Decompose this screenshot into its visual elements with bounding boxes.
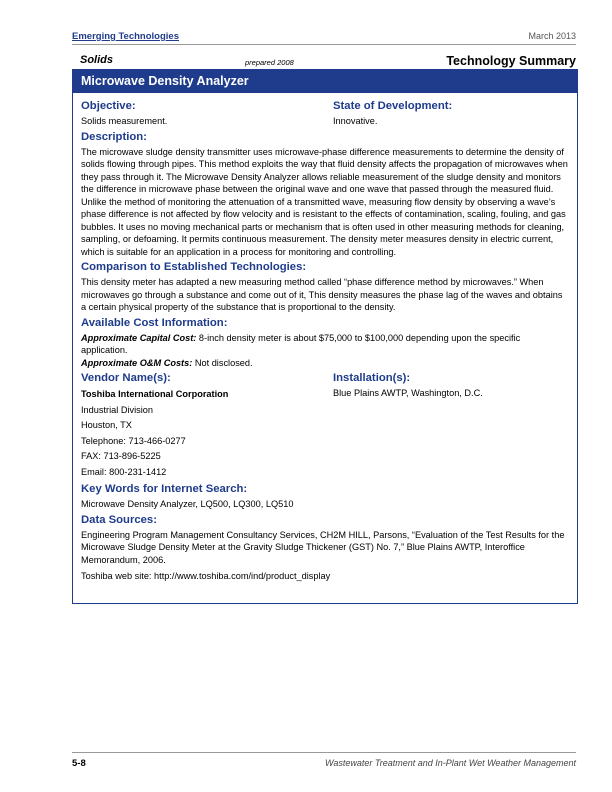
installation-heading: Installation(s): xyxy=(333,372,411,384)
technology-title: Microwave Density Analyzer xyxy=(73,70,577,93)
vendor-division: Industrial Division xyxy=(81,404,153,415)
keywords-heading: Key Words for Internet Search: xyxy=(81,483,248,495)
comparison-text: This density meter has adapted a new measuring method called “phase difference method by microwaves.” When microwaves go through a substance and come out of it, This density measures the phase lag of the waves and obtains a certain physical property of the substance that is proportional to the density. xyxy=(81,277,563,312)
header-date: March 2013 xyxy=(528,31,576,41)
header-section-title: Emerging Technologies xyxy=(72,31,179,42)
vendor-phone: Telephone: 713-466-0277 xyxy=(81,435,186,446)
category-label: Solids xyxy=(80,54,114,66)
installation-section xyxy=(333,369,569,480)
cost-heading: Available Cost Information: xyxy=(81,316,228,329)
footer-divider xyxy=(72,752,576,753)
vendor-installation-row xyxy=(81,369,569,480)
keywords-text: Microwave Density Analyzer, LQ500, LQ300, LQ510 xyxy=(81,499,294,509)
sources-heading: Data Sources: xyxy=(81,513,157,526)
vendor-city: Houston, TX xyxy=(81,420,132,430)
footer-title: Wastewater Treatment and In-Plant Wet Weather Management xyxy=(325,758,576,768)
om-cost-text: Not disclosed. xyxy=(192,357,253,368)
om-cost-label: Approximate O&M Costs: xyxy=(81,357,193,368)
objective-section xyxy=(81,97,333,128)
summary-box xyxy=(72,69,578,604)
comparison-heading: Comparison to Established Technologies: xyxy=(81,261,307,273)
description-heading: Description: xyxy=(81,130,147,143)
installation-text: Blue Plains AWTP, Washington, D.C. xyxy=(333,388,483,398)
vendor-heading: Vendor Name(s): xyxy=(81,372,171,384)
summary-label: Technology Summary xyxy=(446,54,576,68)
sources-text-2: Toshiba web site: http://www.toshiba.com/ind/product_display xyxy=(81,571,331,581)
capital-cost-text: 8-inch density meter is about $75,000 to $100,000 depending upon the specific application. xyxy=(81,332,521,355)
page-number: 5-8 xyxy=(72,758,86,769)
vendor-fax: FAX: 713-896-5225 xyxy=(81,451,161,461)
state-text: Innovative. xyxy=(333,116,378,126)
header-divider xyxy=(72,44,576,45)
vendor-section xyxy=(81,369,333,480)
objective-text: Solids measurement. xyxy=(81,116,168,126)
vendor-email: Email: 800-231-1412 xyxy=(81,466,167,477)
prepared-note: prepared 2008 xyxy=(245,58,294,67)
state-section xyxy=(333,97,569,128)
capital-cost-label: Approximate Capital Cost: xyxy=(81,332,197,343)
summary-content xyxy=(73,93,577,583)
sources-text-1: Engineering Program Management Consultancy Services, CH2M HILL, Parsons, “Evaluation of the Test Results for the Microwave Sludge Density Meter at the Gravity Sludge Thickener (GST) No. 7,” Blue Plains AWTP, Interoffice Memorandum, 2006. xyxy=(81,529,565,565)
capital-cost xyxy=(81,332,569,357)
vendor-company: Toshiba International Corporation xyxy=(81,389,229,399)
om-cost xyxy=(81,357,569,370)
state-heading: State of Development: xyxy=(333,100,453,112)
description-text: The microwave sludge density transmitter uses microwave-phase difference measurements to determine the density of solids flowing through pipes. This method exploits the way that fluid density affects the propagation of microwaves when they pass through it. The Microwave Density Analyzer allows reliable measurement of the sludge density and monitors the difference in microwave phase between the original wave and one wave that passed through the measured fluid. Unlike the method of monitoring the attenuation of a transmitted wave, measuring flow density by observing a wave’s phase difference is not affected by flow velocity and is resistant to the effects of contamination, scaling, fouling, and gas bubbles. It uses no moving mechanical parts or mechanism that is often used in other measuring methods for cleaning, sampling, or defoaming. It permits continuous measurement. The density meter measures density in electric current, which is suitable for an application in a process for monitoring and controlling. xyxy=(81,146,568,257)
vendor-details xyxy=(81,387,333,480)
objective-heading: Objective: xyxy=(81,100,136,112)
objective-state-row xyxy=(81,97,569,128)
